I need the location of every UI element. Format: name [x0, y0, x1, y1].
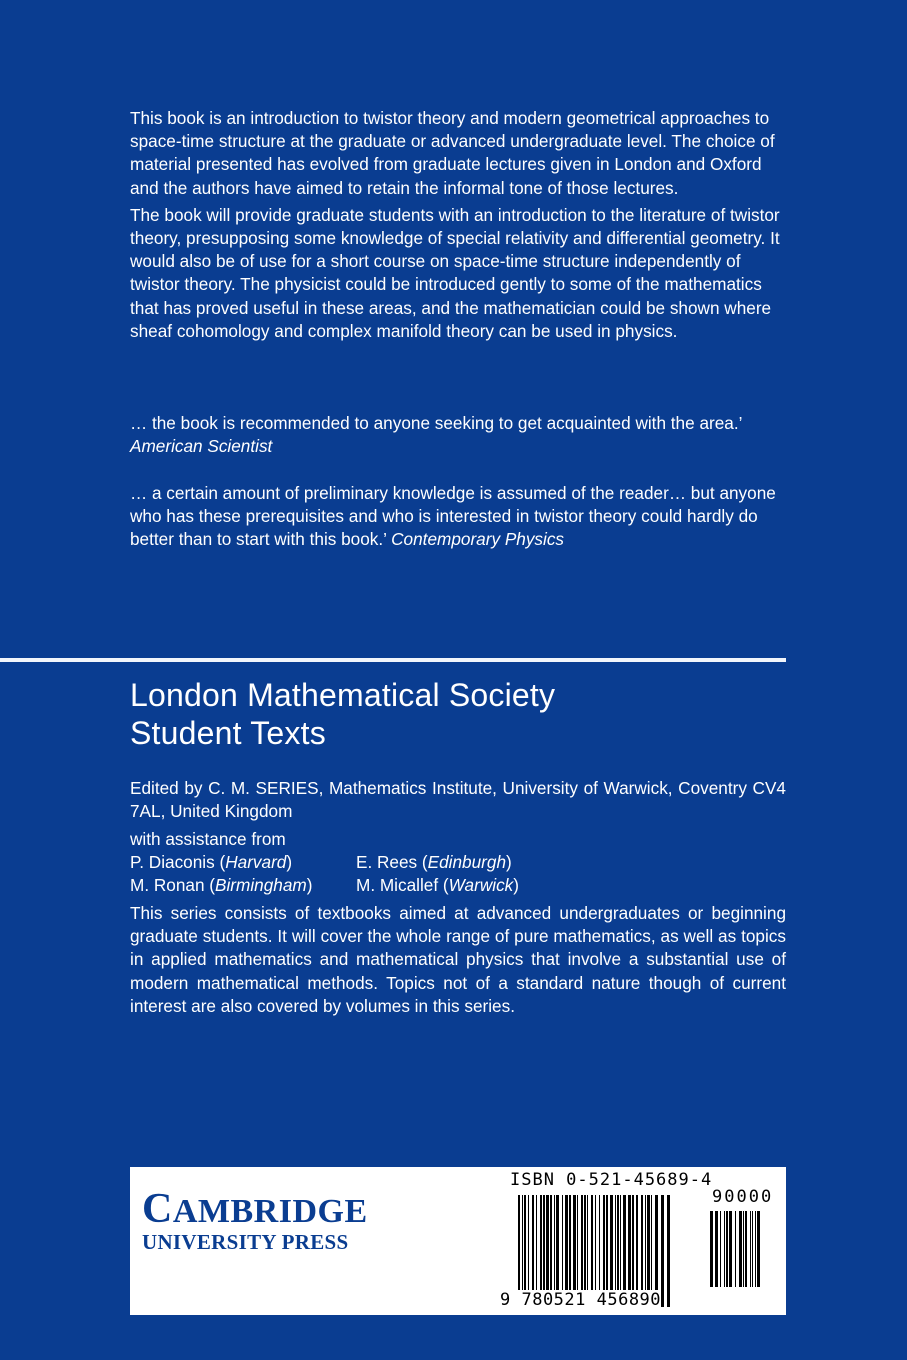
description-paragraph-1: This book is an introduction to twistor theory and modern geometrical approaches to space-time structure at the graduate or advanced undergraduate level. The choice of material presented has evolved from graduate lectures given in London and Oxford and the authors have aimed to retain the informal tone of those lectures. [130, 108, 775, 198]
publisher-name: CAMBRIDGE [142, 1186, 368, 1232]
barcode-bar [735, 1211, 736, 1287]
review-text: … a certain amount of preliminary knowledge is assumed of the reader… but anyone who has these prerequisites and who is interested in twistor theory could hardly do better than to start with this book.’ [130, 483, 776, 550]
barcode-bar [724, 1211, 725, 1287]
barcode-bar [752, 1211, 753, 1287]
series-title-line-1: London Mathematical Society [130, 677, 556, 713]
series-description: This series consists of textbooks aimed at advanced undergraduates or beginning graduate students. It will cover the whole range of pure mathematics, as well as topics in applied mathematics and mathematical physics that involve a substantial use of modern mathematical methods. Topics not of a standard nature though of current interest are also covered by volumes in this series. [130, 903, 786, 1016]
price-addon-bars [710, 1211, 760, 1287]
barcode-bar [739, 1211, 742, 1287]
review-text: … the book is recommended to anyone seeking to get acquainted with the area.’ [130, 413, 742, 433]
barcode-bar [661, 1195, 664, 1307]
series-editor: Edited by C. M. SERIES, Mathematics Institute, University of Warwick, Coventry CV4 7AL, United Kingdom [130, 778, 786, 822]
barcode-bar [757, 1211, 760, 1287]
review-source: American Scientist [130, 436, 273, 457]
publisher-logo [142, 1186, 368, 1254]
publisher-panel [130, 1167, 786, 1315]
description-paragraph-2: The book will provide graduate students with an introduction to the literature of twistor theory, presupposing some knowledge of special relativity and differential geometry. It would also be of use for a short course on space-time structure independently of twistor theory. The physicist could be introduced gently to some of the mathematics that has proved useful in these areas, and the mathematician could be shown where sheaf cohomology and complex manifold theory can be used in physics. [130, 204, 780, 341]
barcode-bar [743, 1211, 744, 1287]
barcode-bar [667, 1195, 670, 1307]
review-source: Contemporary Physics [391, 529, 565, 550]
barcode [500, 1167, 786, 1315]
barcode-bar [750, 1211, 751, 1287]
assistant-editor: E. Rees (Edinburgh) [356, 852, 512, 872]
assistance-label: with assistance from [130, 829, 286, 849]
isbn-label: ISBN 0-521-45689-4 [510, 1170, 713, 1190]
assistant-editor: M. Micallef (Warwick) [356, 875, 519, 896]
barcode-bar [755, 1211, 756, 1287]
price-code: 90000 [712, 1187, 774, 1207]
section-divider [0, 658, 786, 662]
review-quote-2 [130, 482, 790, 552]
barcode-bar [726, 1211, 728, 1287]
barcode-bar [720, 1211, 721, 1287]
assistant-editor: P. Diaconis (Harvard) [130, 852, 293, 872]
assistant-editors [130, 851, 582, 897]
series-title-line-2: Student Texts [130, 715, 326, 751]
barcode-bar [710, 1211, 713, 1287]
review-quote-1 [130, 412, 790, 458]
assistant-editor: M. Ronan (Birmingham) [130, 875, 313, 896]
barcode-bar [729, 1211, 732, 1287]
book-description [130, 107, 790, 347]
ean-number: 9 780521 456890 [500, 1290, 662, 1310]
barcode-bar [745, 1211, 747, 1287]
publisher-subtitle: UNIVERSITY PRESS [142, 1230, 349, 1254]
series-title [130, 676, 555, 752]
barcode-bar [715, 1211, 718, 1287]
